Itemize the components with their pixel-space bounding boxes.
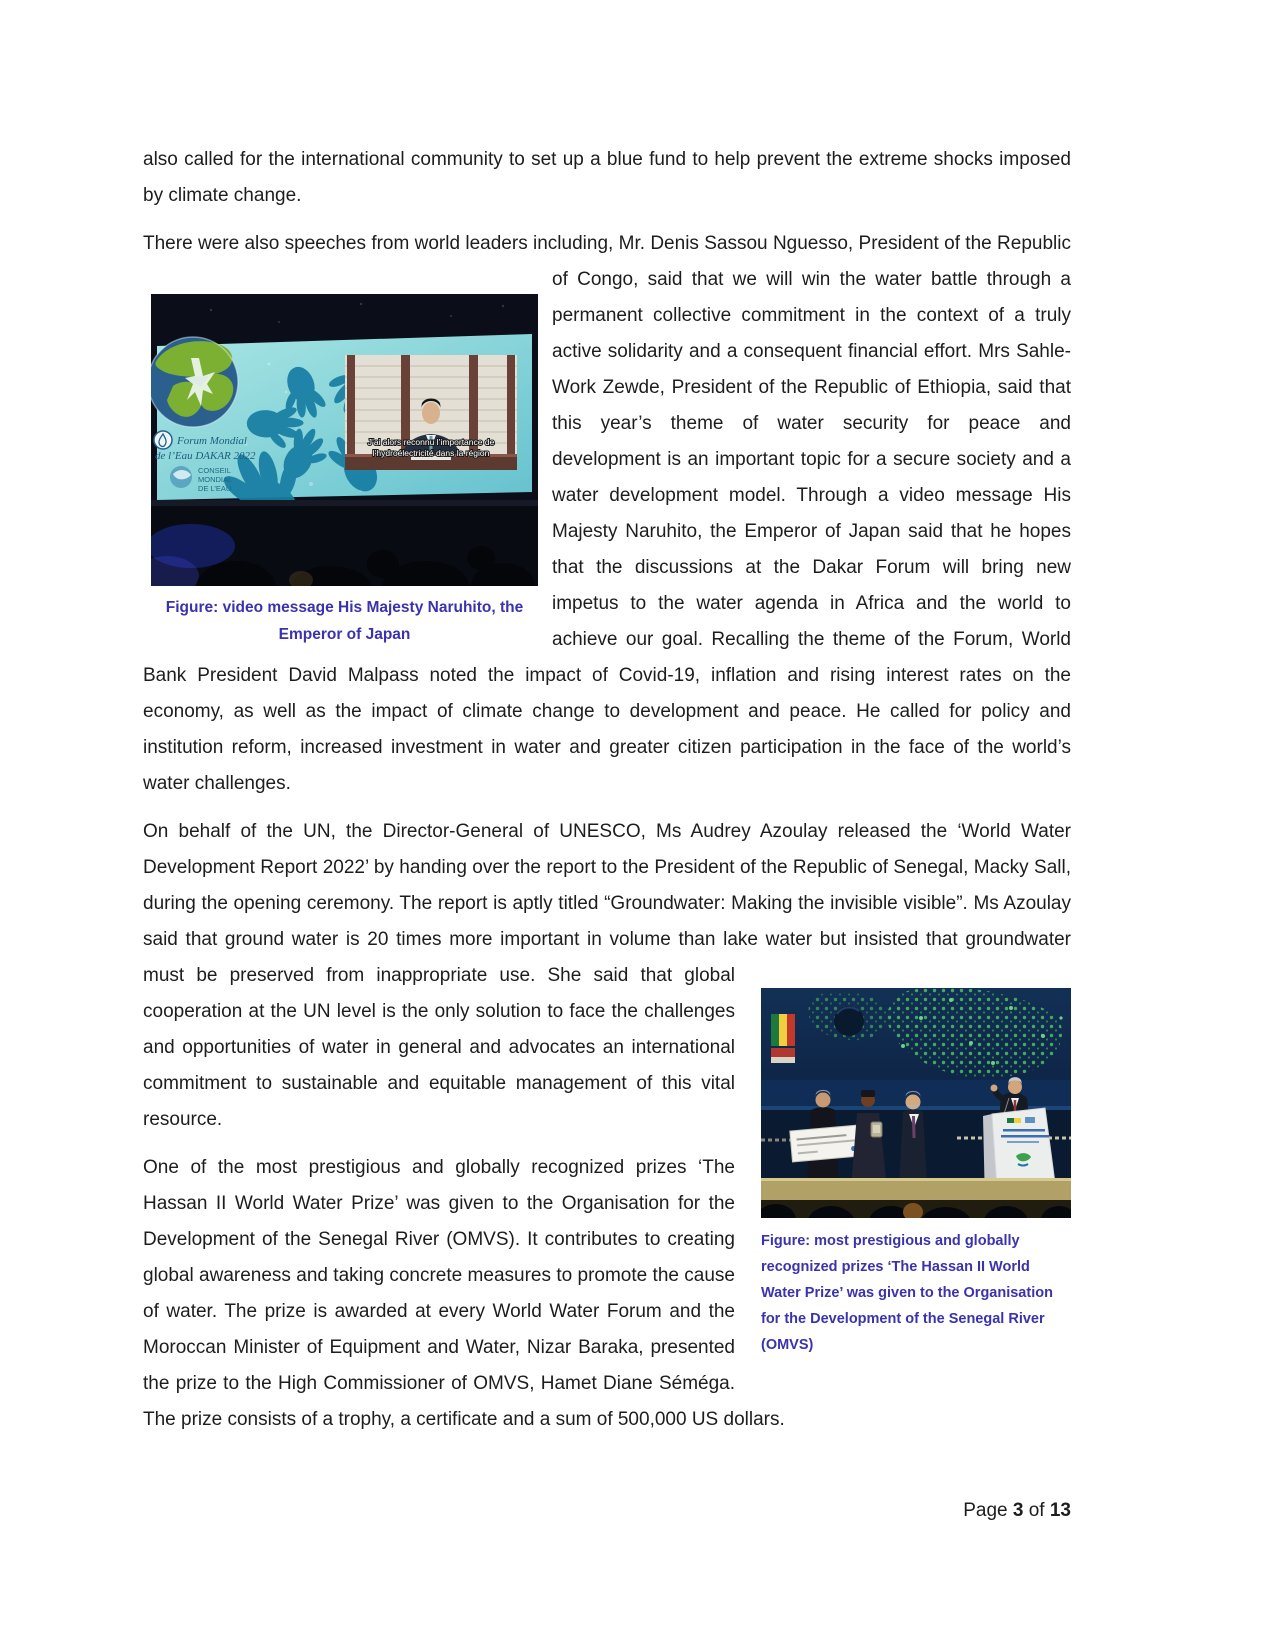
page-number <box>963 1500 1071 1522</box>
figure-hassan-prize-caption: Figure: most prestigious and globally recognized prizes ‘The Hassan II World Water Prize’ was given to the Organisation for the Development of the Senegal River (OMVS) <box>761 1233 1053 1353</box>
stage-floor <box>761 1178 1071 1200</box>
svg-text:MONDIAL: MONDIAL <box>198 475 233 484</box>
figure-hassan-prize <box>761 988 1071 1358</box>
video-inset <box>345 355 517 470</box>
giant-cheque <box>790 1125 862 1162</box>
senegal-flag <box>771 1014 795 1063</box>
of-label: of <box>1028 1500 1045 1521</box>
podium-globe-logo <box>1013 1150 1033 1170</box>
screen-title-line1: Forum Mondial <box>177 435 247 447</box>
page-number-value: 3 <box>1012 1500 1024 1521</box>
trophy <box>871 1122 882 1137</box>
sphere-logo <box>834 1006 864 1036</box>
page-label: Page <box>963 1500 1008 1521</box>
figure-hassan-prize-photo <box>761 988 1071 1218</box>
paragraph-world-leaders-rest: Republic of Congo, said that we will win the water battle through a permanent collective commitment in the context of a truly active solidarity and a consequent financial effort. Mrs Sahle-Work Zewde, President of the Republic of Ethiopia, said that this year’s theme of water security for peace and development is an important topic for a secure society and a water development model. Through a video message His Majesty Naruhito, the Emperor of Japan said that he hopes that the discussions at the Dakar Forum will bring new impetus to the water agenda in Africa and the world to achieve our goal. Recalling the theme of the Forum, World Bank President David Malpass noted the impact of Covid-19, inflation and rising interest rates on the economy, as well as the impact of climate change to development and peace. He called for policy and institution reform, increased investment in water and greater citizen participation in the face of the world’s water challenges. <box>143 233 1071 794</box>
figure-naruhito-caption: Figure: video message His Majesty Naruhito, the Emperor of Japan <box>165 599 524 643</box>
figure-naruhito-photo <box>151 294 538 586</box>
screen-title-line2: de l’Eau DAKAR 2022 <box>155 450 256 462</box>
paragraph-unesco-rest: insisted that groundwater must be preserved from inappropriate use. She said that global cooperation at the UN level is the only solution to face the challenges and opportunities of water in general and advocates an international commitment to sustainable and equitable management of this vital resource. <box>143 929 1072 1130</box>
paragraph-hassan-prize: One of the most prestigious and globally recognized prizes ‘The Hassan II World Water Prize’ was given to the Organisation for the Development of the Senegal River (OMVS). It contributes to creating global awareness and taking concrete measures to promote the cause of water. The prize is awarded at every World Water Forum and the Moroccan Minister of Equipment and Water, Nizar Baraka, presented the prize to the High Commissioner of OMVS, Hamet Diane Séméga. The prize consists of a trophy, a certificate and a sum of 500,000 US dollars. <box>143 1157 785 1430</box>
svg-text:DE L’EAU: DE L’EAU <box>198 484 232 493</box>
video-subtitle-line1: J’ai alors reconnu l’importance de <box>367 437 495 447</box>
paragraph-world-leaders-intro: There were also speeches from world leaders including, Mr. Denis Sassou Nguesso, President of the <box>143 233 992 254</box>
water-drop-badge <box>154 431 172 449</box>
total-pages-value: 13 <box>1049 1500 1071 1521</box>
video-subtitle-line2: l’hydroélectricité dans la région <box>372 448 490 458</box>
paragraph-world-leaders <box>143 226 1071 802</box>
page-content <box>143 142 1071 1450</box>
svg-text:CONSEIL: CONSEIL <box>198 466 231 475</box>
paragraph-blue-fund: also called for the international community to set up a blue fund to help prevent the extreme shocks imposed by climate change. <box>143 149 1071 206</box>
figure-naruhito <box>151 294 538 648</box>
paragraph-unesco-intro: On behalf of the UN, the Director-General of UNESCO, Ms Audrey Azoulay released the ‘World Water Development Report 2022’ by handing over the report to the President of the Republic of Senegal, Macky Sall, during the opening ceremony. The report is aptly titled “Groundwater: Making the invisible visible”. Ms Azoulay said that ground water is 20 times more important in volume than lake water but <box>143 821 1071 950</box>
globe-logo <box>151 337 238 427</box>
